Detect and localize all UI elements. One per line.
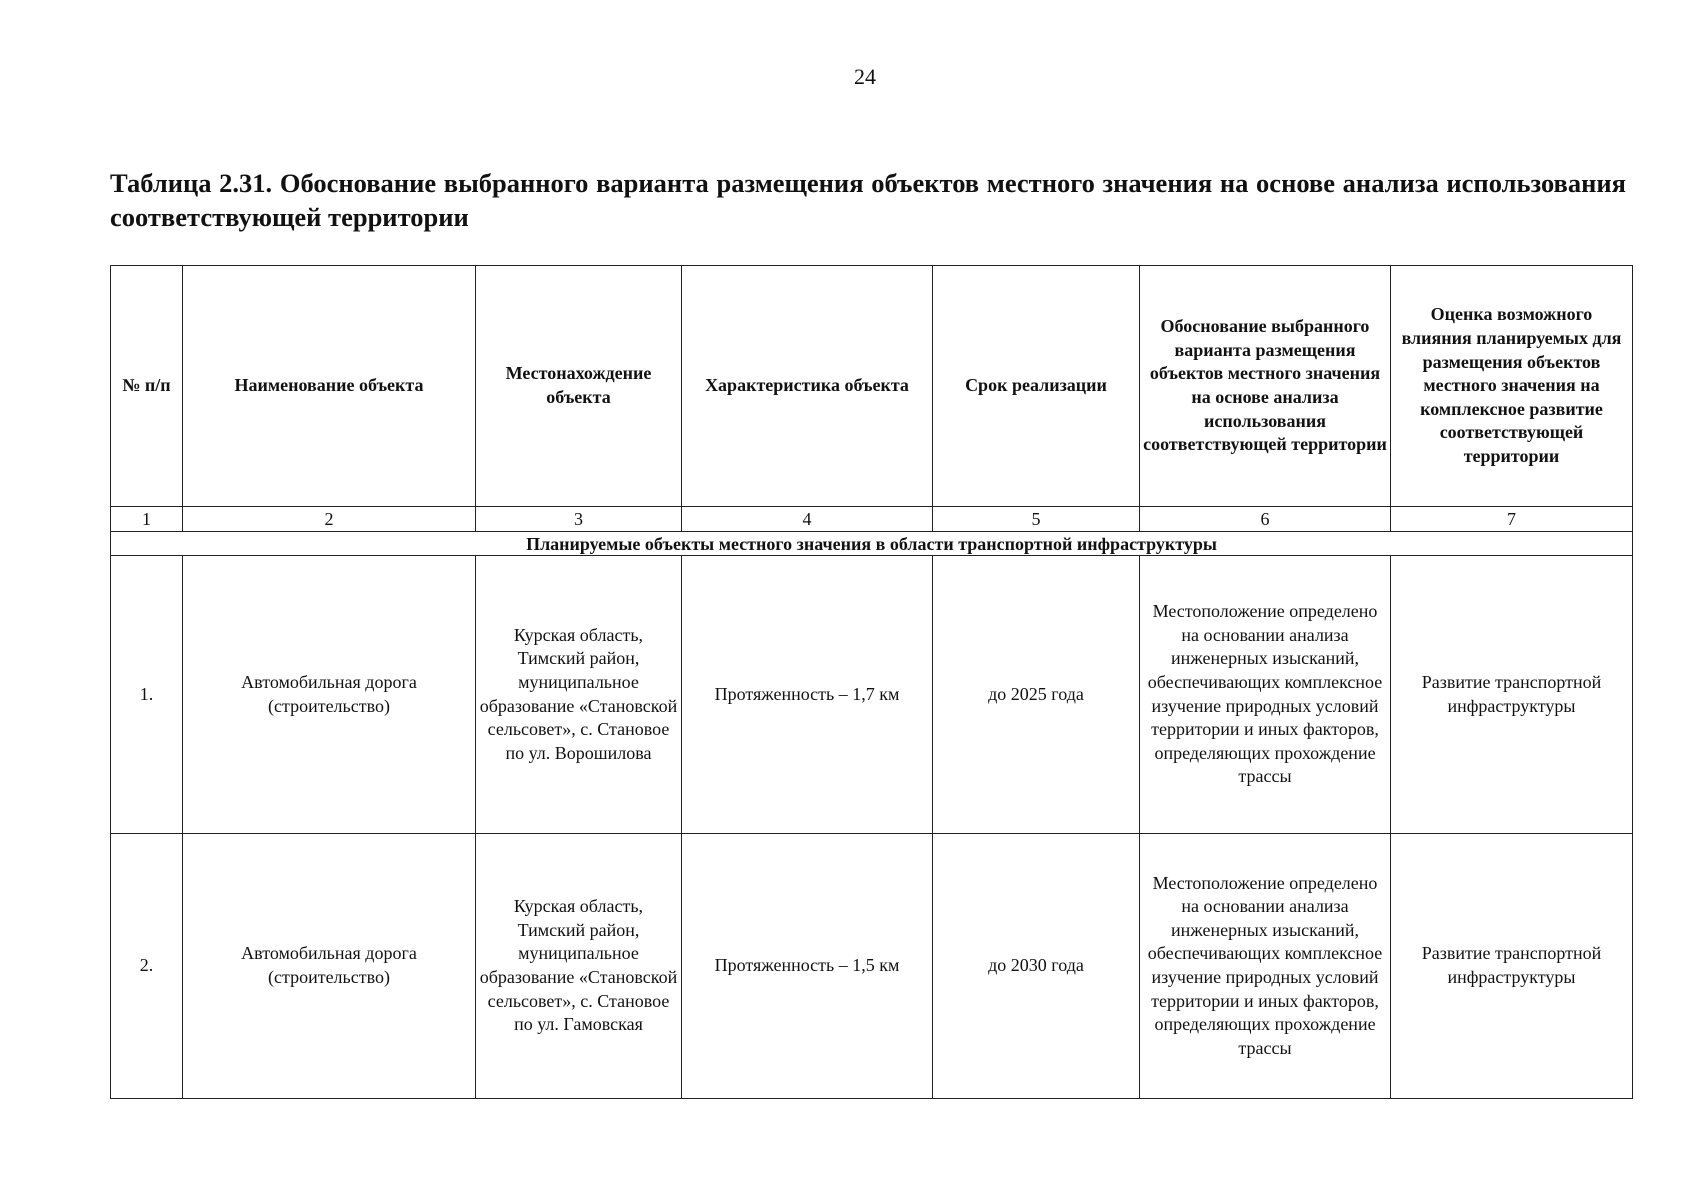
column-number: 5 [933, 507, 1140, 532]
header-row [111, 266, 1633, 507]
row-term: до 2030 года [933, 834, 1140, 1099]
header-characteristic: Характеристика объекта [682, 266, 933, 507]
row-characteristic: Протяженность – 1,5 км [682, 834, 933, 1099]
row-num: 1. [111, 556, 183, 834]
column-number: 3 [476, 507, 682, 532]
row-location: Курская область, Тимский район, муниципальное образование «Становской сельсовет», с. Становое по ул. Ворошилова [476, 556, 682, 834]
objects-table [110, 265, 1633, 1099]
table-row [111, 834, 1633, 1099]
row-name: Автомобильная дорога (строительство) [183, 556, 476, 834]
page-number: 24 [854, 64, 876, 89]
table-title: Таблица 2.31. Обоснование выбранного варианта размещения объектов местного значения на основе анализа использования соответствующей территории [110, 168, 1626, 232]
row-location: Курская область, Тимский район, муниципальное образование «Становской сельсовет», с. Становое по ул. Гамовская [476, 834, 682, 1099]
row-characteristic: Протяженность – 1,7 км [682, 556, 933, 834]
column-number-row [111, 507, 1633, 532]
row-name: Автомобильная дорога (строительство) [183, 834, 476, 1099]
column-number: 6 [1140, 507, 1391, 532]
row-impact: Развитие транспортной инфраструктуры [1391, 834, 1633, 1099]
row-justification: Местоположение определено на основании анализа инженерных изысканий, обеспечивающих комплексное изучение природных условий территории и иных факторов, определяющих прохождение трассы [1140, 556, 1391, 834]
header-name: Наименование объекта [183, 266, 476, 507]
column-number: 4 [682, 507, 933, 532]
section-title: Планируемые объекты местного значения в области транспортной инфраструктуры [111, 532, 1633, 556]
table-row [111, 556, 1633, 834]
row-justification: Местоположение определено на основании анализа инженерных изысканий, обеспечивающих комплексное изучение природных условий территории и иных факторов, определяющих прохождение трассы [1140, 834, 1391, 1099]
header-term: Срок реализации [933, 266, 1140, 507]
row-impact: Развитие транспортной инфраструктуры [1391, 556, 1633, 834]
row-num: 2. [111, 834, 183, 1099]
header-justification: Обоснование выбранного варианта размещения объектов местного значения на основе анализа использования соответствующей территории [1140, 266, 1391, 507]
row-term: до 2025 года [933, 556, 1140, 834]
header-num: № п/п [111, 266, 183, 507]
header-location: Местонахождение объекта [476, 266, 682, 507]
column-number: 1 [111, 507, 183, 532]
column-number: 7 [1391, 507, 1633, 532]
section-row [111, 532, 1633, 556]
header-impact: Оценка возможного влияния планируемых для размещения объектов местного значения на комплексное развитие соответствующей территории [1391, 266, 1633, 507]
column-number: 2 [183, 507, 476, 532]
